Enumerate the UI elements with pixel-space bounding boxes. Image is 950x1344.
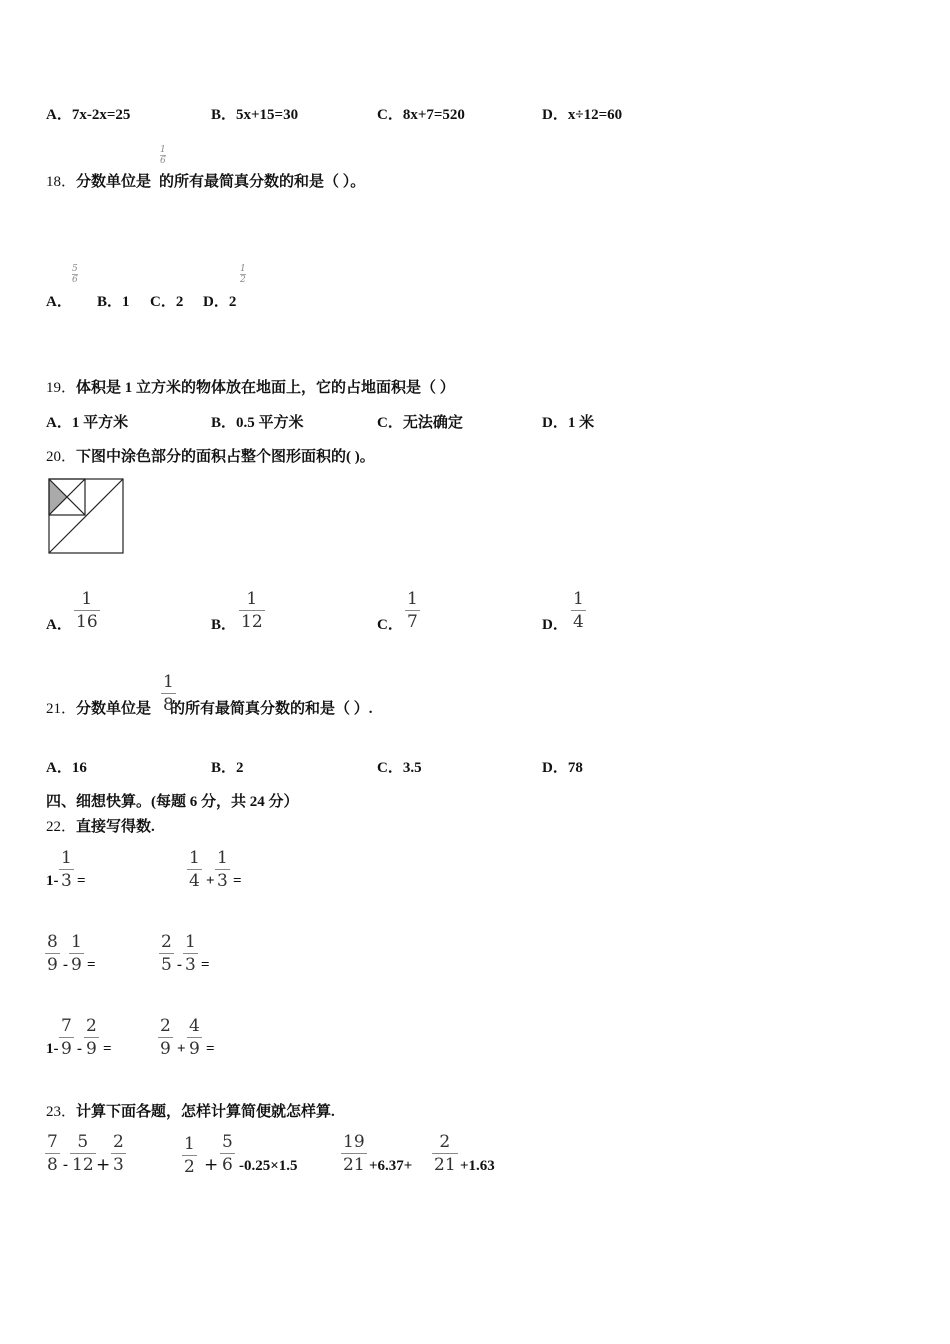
q22-e3-den2: 9 xyxy=(71,955,82,975)
q22-e6-num1: 2 xyxy=(160,1016,171,1036)
q22-e6-den1: 9 xyxy=(160,1039,171,1059)
q22-e5-den2: 9 xyxy=(86,1039,97,1059)
q20-figure xyxy=(47,477,125,555)
q22-e3-fraction-1 xyxy=(45,931,60,976)
q18-option-d-num: 1 xyxy=(240,264,246,274)
q23-e1-den3: 3 xyxy=(113,1155,124,1175)
q19-question xyxy=(46,376,455,397)
q22-e3-den1: 9 xyxy=(47,955,58,975)
q22-e5-prefix: 1- xyxy=(46,1041,59,1057)
q23-e1-num1: 7 xyxy=(47,1132,58,1152)
q17-option-c: C．8x+7=520 xyxy=(377,107,465,123)
q21-fraction xyxy=(161,671,176,716)
q21-option-b: B．2 xyxy=(211,760,244,776)
q22-e5-operator: - xyxy=(77,1041,82,1057)
q22-e6-fraction-1 xyxy=(158,1015,173,1060)
q20-option-a-fraction xyxy=(74,588,100,633)
q23-e2-operator-1: + xyxy=(204,1155,219,1175)
q22-e1-equals: = xyxy=(77,873,86,889)
q22-e4-equals: = xyxy=(201,957,210,973)
q22-e4-num2: 1 xyxy=(185,932,196,952)
q20-number: 20． xyxy=(46,449,77,465)
q23-text: 计算下面各题，怎样计算简便就怎样算. xyxy=(76,1104,335,1120)
q22-number: 22． xyxy=(46,819,77,835)
q22-e5-num1: 7 xyxy=(61,1016,72,1036)
q18-option-b: B．1 xyxy=(97,294,130,310)
q22-e2-equals: = xyxy=(233,873,242,889)
q22-e5-fraction-1 xyxy=(59,1015,74,1060)
q22-e2-num1: 1 xyxy=(189,848,200,868)
q17-option-a: A．7x-2x=25 xyxy=(46,107,131,123)
q23-e2-num1: 1 xyxy=(184,1134,195,1154)
q23-e1-fraction-1 xyxy=(45,1131,60,1176)
q18-text-b: 的所有最简真分数的和是（ ）。 xyxy=(159,174,366,190)
q23-e3-fraction-2 xyxy=(432,1131,458,1176)
q22-e5-den1: 9 xyxy=(61,1039,72,1059)
q18-fraction xyxy=(160,145,166,166)
q23-e2-tail: -0.25×1.5 xyxy=(239,1158,298,1174)
q18-text-a: 分数单位是 xyxy=(76,174,152,190)
q19-option-b: B．0.5 平方米 xyxy=(211,415,304,431)
q20-b-num: 1 xyxy=(246,589,258,609)
q20-option-d: D． xyxy=(542,617,568,633)
q17-option-b: B．5x+15=30 xyxy=(211,107,299,123)
q20-question xyxy=(46,445,375,466)
q20-option-a: A． xyxy=(46,617,72,633)
q22-e6-equals: = xyxy=(206,1041,215,1057)
q22-text: 直接写得数. xyxy=(76,819,155,835)
q23-e1-num3: 2 xyxy=(113,1132,124,1152)
q21-fraction-den: 8 xyxy=(163,695,174,715)
q18-question xyxy=(46,170,365,191)
q20-option-c: C． xyxy=(377,617,403,633)
q18-option-d: D．2 xyxy=(203,294,237,310)
q19-option-a: A．1 平方米 xyxy=(46,415,129,431)
q18-option-c: C．2 xyxy=(150,294,184,310)
q20-option-d-fraction xyxy=(571,588,586,633)
q23-e3-fraction-1 xyxy=(341,1131,367,1176)
q22-e2-den2: 3 xyxy=(217,871,228,891)
q22-e2-fraction-1 xyxy=(187,847,202,892)
q22-e5-num2: 2 xyxy=(86,1016,97,1036)
q21-fraction-num: 1 xyxy=(163,672,174,692)
q23-e1-operator-1: - xyxy=(63,1157,68,1173)
q19-option-d: D．1 米 xyxy=(542,415,595,431)
q23-e2-fraction-1 xyxy=(182,1133,197,1178)
q23-question xyxy=(46,1100,335,1121)
q21-number: 21． xyxy=(46,701,77,717)
q22-e1-num: 1 xyxy=(61,848,72,868)
q23-e1-num2: 5 xyxy=(77,1132,89,1152)
q22-e3-fraction-2 xyxy=(69,931,84,976)
q21-option-a: A．16 xyxy=(46,760,87,776)
q23-e1-fraction-2 xyxy=(70,1131,96,1176)
q21-question xyxy=(46,697,373,718)
q22-e3-num1: 8 xyxy=(47,932,58,952)
q22-e4-fraction-2 xyxy=(183,931,198,976)
q23-e3-num1: 19 xyxy=(343,1132,365,1152)
q19-option-c: C．无法确定 xyxy=(377,415,463,431)
q20-a-den: 16 xyxy=(76,612,98,632)
q17-option-d: D．x÷12=60 xyxy=(542,107,623,123)
q18-option-a-num: 5 xyxy=(72,264,78,274)
q22-e4-operator: - xyxy=(177,957,182,973)
q22-e1-prefix: 1- xyxy=(46,873,59,889)
q21-text-b: 的所有最简真分数的和是（ ）. xyxy=(170,701,373,717)
q21-option-c: C．3.5 xyxy=(377,760,422,776)
q20-option-b-fraction xyxy=(239,588,265,633)
q21-text-a: 分数单位是 xyxy=(76,701,152,717)
q22-e2-num2: 1 xyxy=(217,848,228,868)
q21-option-d: D．78 xyxy=(542,760,583,776)
q22-e3-num2: 1 xyxy=(71,932,82,952)
q23-e2-den2: 6 xyxy=(222,1155,233,1175)
q22-e2-operator: + xyxy=(206,873,215,889)
q22-e4-den1: 5 xyxy=(161,955,172,975)
q20-option-b: B． xyxy=(211,617,237,633)
q22-e4-fraction-1 xyxy=(159,931,174,976)
q23-number: 23． xyxy=(46,1104,77,1120)
q23-e1-den1: 8 xyxy=(47,1155,58,1175)
q22-question xyxy=(46,815,155,836)
q18-option-a: A． xyxy=(46,294,72,310)
q22-e1-fraction xyxy=(59,847,74,892)
q22-e1-den: 3 xyxy=(61,871,72,891)
q18-fraction-num: 1 xyxy=(160,145,166,155)
q20-d-num: 1 xyxy=(573,589,584,609)
q18-number: 18． xyxy=(46,174,77,190)
q22-e6-fraction-2 xyxy=(187,1015,202,1060)
q20-shaded-triangle xyxy=(49,479,67,515)
q23-e1-den2: 12 xyxy=(72,1155,94,1175)
q22-e4-den2: 3 xyxy=(185,955,196,975)
q22-e6-operator: + xyxy=(177,1041,186,1057)
q23-e3-den1: 21 xyxy=(343,1155,365,1175)
q23-e1-operator-2: + xyxy=(96,1155,111,1175)
q18-option-d-fraction xyxy=(240,264,246,285)
q23-e2-num2: 5 xyxy=(222,1132,233,1152)
q23-e3-middle: +6.37+ xyxy=(369,1158,413,1174)
q22-e6-den2: 9 xyxy=(189,1039,200,1059)
q22-e2-fraction-2 xyxy=(215,847,230,892)
q23-e1-fraction-3 xyxy=(111,1131,126,1176)
q22-e5-fraction-2 xyxy=(84,1015,99,1060)
q18-fraction-den: 6 xyxy=(160,156,166,166)
q22-e3-equals: = xyxy=(87,957,96,973)
q22-e6-num2: 4 xyxy=(189,1016,200,1036)
q20-d-den: 4 xyxy=(573,612,584,632)
q22-e5-equals: = xyxy=(103,1041,112,1057)
q20-option-c-fraction xyxy=(405,588,420,633)
q20-c-num: 1 xyxy=(407,589,418,609)
q20-b-den: 12 xyxy=(241,612,263,632)
q23-e2-den1: 2 xyxy=(184,1157,195,1177)
q23-e3-num2: 2 xyxy=(439,1132,451,1152)
q23-e3-tail: +1.63 xyxy=(460,1158,495,1174)
q22-e3-operator: - xyxy=(63,957,68,973)
q19-text: 体积是 1 立方米的物体放在地面上，它的占地面积是（ ） xyxy=(76,380,455,396)
q20-c-den: 7 xyxy=(407,612,418,632)
q18-option-a-fraction xyxy=(72,264,78,285)
q22-e2-den1: 4 xyxy=(189,871,200,891)
q18-option-d-den: 2 xyxy=(240,275,246,285)
q18-option-a-den: 6 xyxy=(72,275,78,285)
q20-a-num: 1 xyxy=(81,589,93,609)
q23-e2-fraction-2 xyxy=(220,1131,235,1176)
q22-e4-num1: 2 xyxy=(161,932,172,952)
q20-text: 下图中涂色部分的面积占整个图形面积的( )。 xyxy=(76,449,375,465)
section-4-title: 四、细想快算。(每题 6 分，共 24 分） xyxy=(46,794,299,810)
q19-number: 19． xyxy=(46,380,77,396)
q23-e3-den2: 21 xyxy=(434,1155,456,1175)
